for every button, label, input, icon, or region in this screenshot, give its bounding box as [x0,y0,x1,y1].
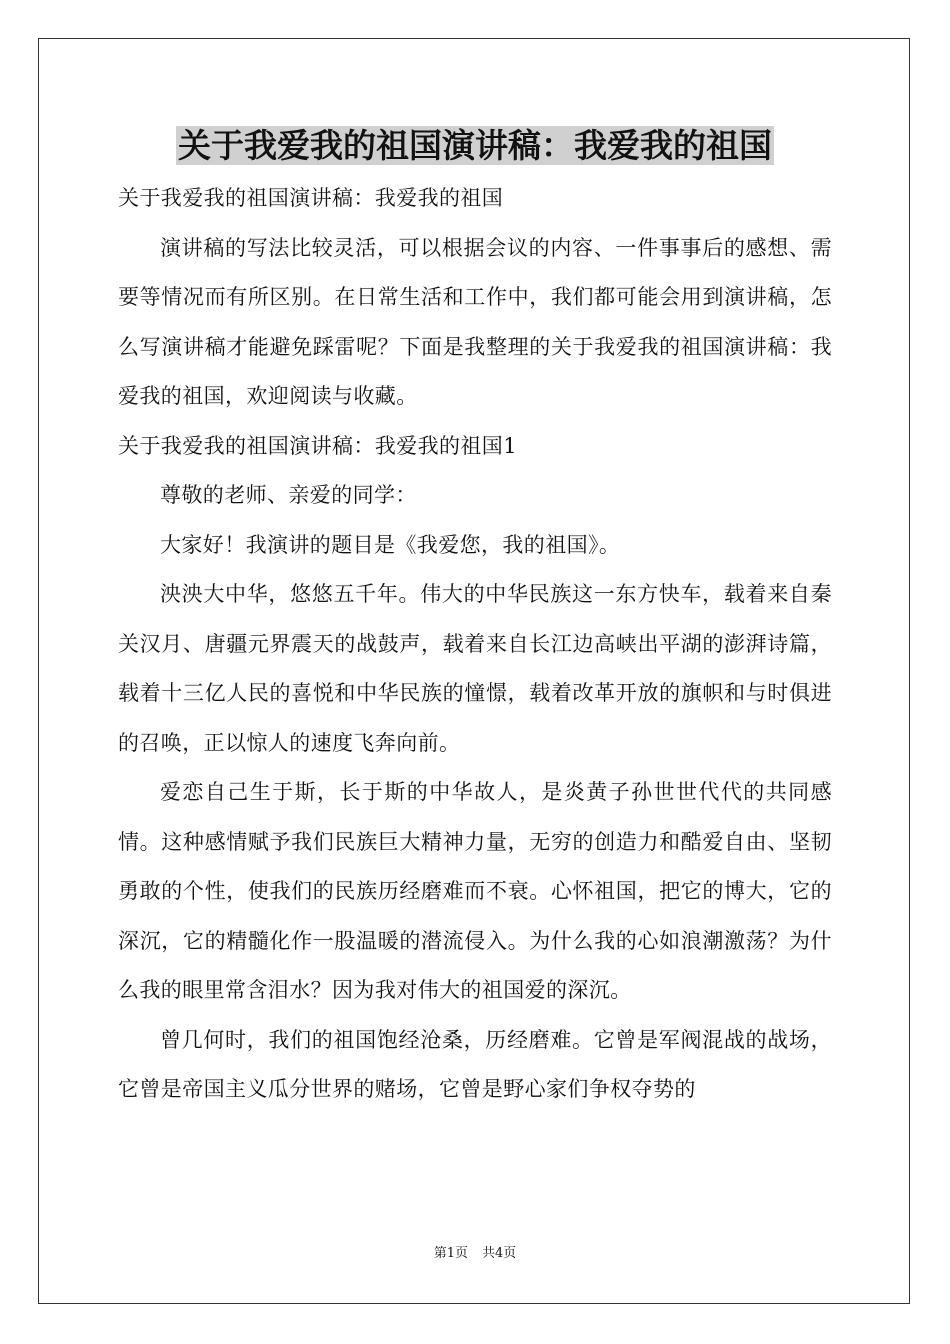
paragraph: 爱恋自己生于斯，长于斯的中华故人，是炎黄子孙世世代代的共同感情。这种感情赋予我们民族巨大精神力量，无穷的创造力和酷爱自由、坚韧勇敢的个性，使我们的民族历经磨难而不衰。心怀祖国，把它的博大，它的深沉，它的精髓化作一股温暖的潜流侵入。为什么我的心如浪潮激荡？为什么我的眼里常含泪水？因为我对伟大的祖国爱的深沉。 [118,780,832,1002]
paragraph: 曾几何时，我们的祖国饱经沧桑，历经磨难。它曾是军阀混战的战场，它曾是帝国主义瓜分世界的赌场，它曾是野心家们争权夺势的 [118,1027,832,1101]
document-title-text: 关于我爱我的祖国演讲稿：我爱我的祖国 [178,126,772,165]
paragraph: 尊敬的老师、亲爱的同学： [160,483,417,507]
paragraph: 关于我爱我的祖国演讲稿：我爱我的祖国1 [118,433,517,458]
paragraph: 关于我爱我的祖国演讲稿：我爱我的祖国 [118,186,504,210]
paragraph: 演讲稿的写法比较灵活，可以根据会议的内容、一件事事后的感想、需要等情况而有所区别。在日常生活和工作中，我们都可能会用到演讲稿，怎么写演讲稿才能避免踩雷呢？下面是我整理的关于我爱我的祖国演讲稿：我爱我的祖国，欢迎阅读与收藏。 [118,235,832,408]
document-title [0,122,950,170]
paragraph: 大家好！我演讲的题目是《我爱您，我的祖国》。 [160,532,621,557]
document-body [118,174,832,1115]
page-footer [0,1244,950,1264]
page-number: 第1页 [433,1246,468,1261]
page-total: 共4页 [482,1246,517,1261]
paragraph: 泱泱大中华，悠悠五千年。伟大的中华民族这一东方快车，载着来自秦关汉月、唐疆元界震天的战鼓声，载着来自长江边高峡出平湖的澎湃诗篇，载着十三亿人民的喜悦和中华民族的憧憬，载着改革开放的旗帜和与时俱进的召唤，正以惊人的速度飞奔向前。 [118,582,832,755]
